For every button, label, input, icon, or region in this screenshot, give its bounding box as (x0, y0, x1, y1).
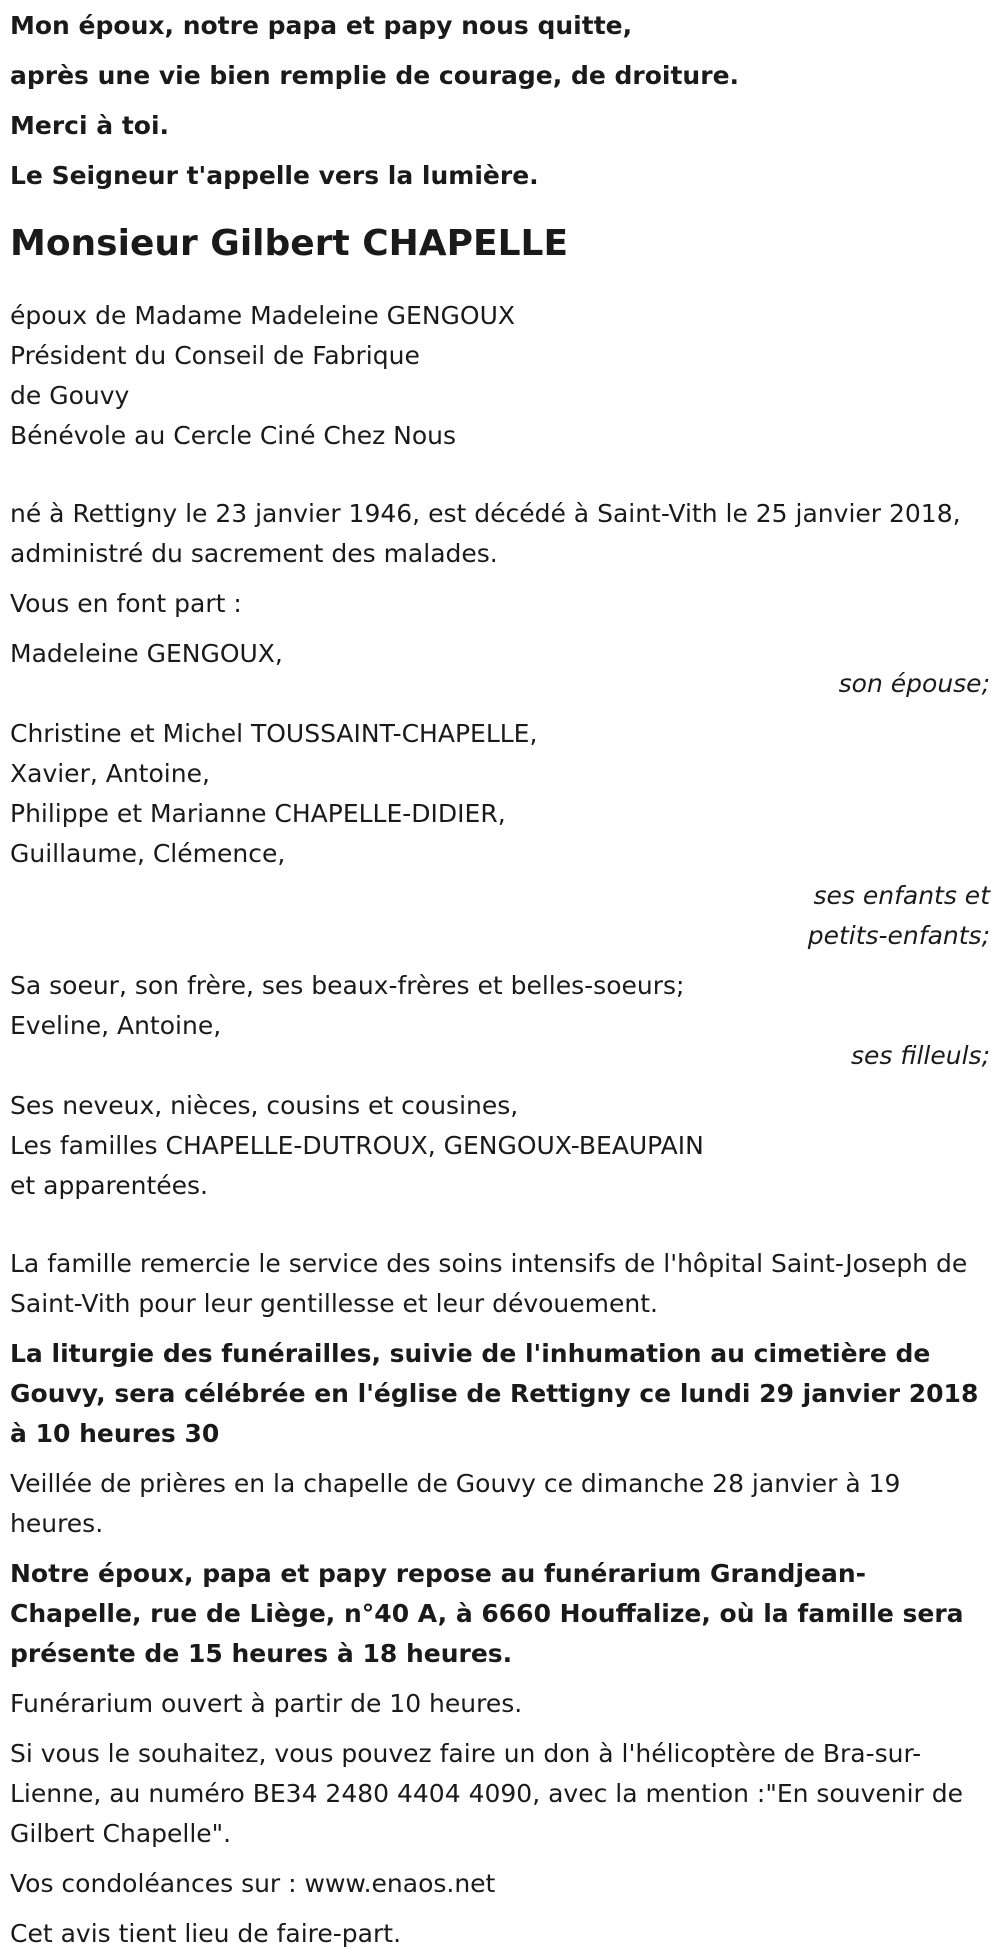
intro-line: Mon époux, notre papa et papy nous quitte, (10, 11, 633, 40)
vigil-text: Veillée de prières en la chapelle de Gouvy ce dimanche 28 janvier à 19 heures. (10, 1469, 901, 1538)
funerarium-hours-text: Funérarium ouvert à partir de 10 heures. (10, 1689, 523, 1718)
intro-verse (10, 0, 990, 196)
title-line: de Gouvy (10, 381, 130, 410)
family-children (10, 714, 990, 956)
siblings-line: Sa soeur, son frère, ses beaux-frères et belles-soeurs; (10, 971, 685, 1000)
intro-line: après une vie bien remplie de courage, de droiture. (10, 61, 740, 90)
child-line: Philippe et Marianne CHAPELLE-DIDIER, (10, 799, 506, 828)
condolences-text: Vos condoléances sur : www.enaos.net (10, 1869, 496, 1898)
godchildren-line: Eveline, Antoine, (10, 1011, 222, 1040)
godchildren-role: ses filleuls; (850, 1041, 990, 1070)
funerarium-text: Notre époux, papa et papy repose au funérarium Grandjean-Chapelle, rue de Liège, n°40 A, à 6660 Houffalize, où la famille sera présente de 15 heures à 18 heures. (10, 1559, 964, 1668)
notice-text: Cet avis tient lieu de faire-part. (10, 1919, 402, 1948)
children-role: ses enfants et petits-enfants; (807, 881, 990, 950)
donation-text: Si vous le souhaitez, vous pouvez faire un don à l'hélicoptère de Bra-sur-Lienne, au numéro BE34 2480 4404 4090, avec la mention :"En souvenir de Gilbert Chapelle". (10, 1739, 964, 1848)
child-line: Xavier, Antoine, (10, 759, 210, 788)
birth-death-text: né à Rettigny le 23 janvier 1946, est décédé à Saint-Vith le 25 janvier 2018, administré du sacrement des malades. (10, 499, 961, 568)
deceased-name: Monsieur Gilbert CHAPELLE (10, 223, 569, 264)
intro-line: Merci à toi. (10, 111, 170, 140)
relatives-line: Les familles CHAPELLE-DUTROUX, GENGOUX-BEAUPAIN (10, 1131, 704, 1160)
spouse-name: Madeleine GENGOUX, (10, 639, 283, 668)
announce-text: Vous en font part : (10, 589, 242, 618)
relatives-line: Ses neveux, nièces, cousins et cousines, (10, 1091, 519, 1120)
spouse-role: son épouse; (838, 669, 990, 698)
child-line: Guillaume, Clémence, (10, 839, 286, 868)
titles-block (10, 296, 990, 456)
family-relatives (10, 1086, 990, 1206)
thanks-text: La famille remercie le service des soins intensifs de l'hôpital Saint-Joseph de Saint-Vith pour leur gentillesse et leur dévouement. (10, 1249, 968, 1318)
title-line: Bénévole au Cercle Ciné Chez Nous (10, 421, 457, 450)
funeral-text: La liturgie des funérailles, suivie de l'inhumation au cimetière de Gouvy, sera célébrée en l'église de Rettigny ce lundi 29 janvier 2018 à 10 heures 30 (10, 1339, 979, 1448)
title-line: Président du Conseil de Fabrique (10, 341, 420, 370)
family-siblings (10, 966, 990, 1076)
intro-line: Le Seigneur t'appelle vers la lumière. (10, 161, 539, 190)
relatives-line: et apparentées. (10, 1171, 208, 1200)
family-spouse (10, 634, 990, 704)
child-line: Christine et Michel TOUSSAINT-CHAPELLE, (10, 719, 538, 748)
title-line: époux de Madame Madeleine GENGOUX (10, 301, 516, 330)
